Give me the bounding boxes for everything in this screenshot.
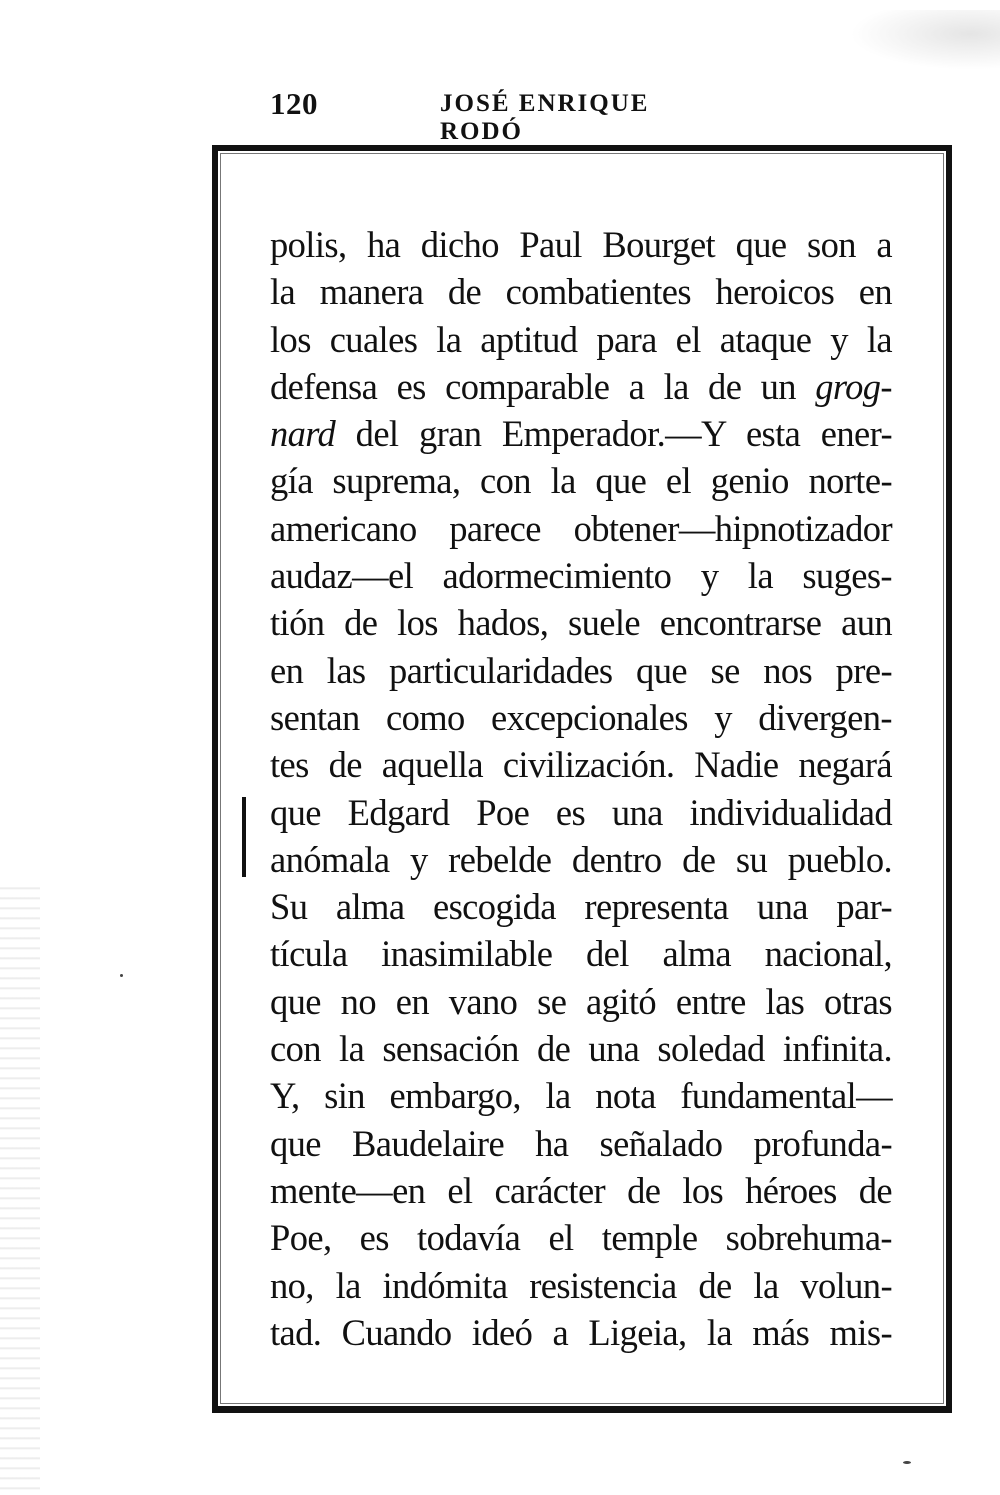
text-segment: Su alma escogida representa una par- bbox=[270, 886, 892, 928]
text-segment: que Edgard Poe es una individualidad bbox=[270, 791, 892, 833]
text-segment: en las particularidades que se nos pre- bbox=[270, 649, 892, 691]
text-line bbox=[270, 647, 892, 694]
italic-text-segment: grog- bbox=[815, 365, 892, 407]
text-segment: tad. Cuando ideó a Ligeia, la más mis- bbox=[270, 1311, 892, 1353]
text-line bbox=[270, 316, 892, 363]
text-segment: polis, ha dicho Paul Bourget que son a bbox=[270, 224, 892, 265]
text-line bbox=[270, 1262, 892, 1309]
text-segment: mente—en el carácter de los héroes de bbox=[270, 1169, 892, 1211]
running-title: JOSÉ ENRIQUE RODÓ bbox=[440, 90, 650, 145]
italic-text-segment: nard bbox=[270, 413, 336, 455]
text-line bbox=[270, 694, 892, 741]
text-segment: tes de aquella civilización. Nadie negará bbox=[270, 744, 892, 786]
text-line bbox=[270, 363, 892, 410]
text-segment: sentan como excepcionales y divergen- bbox=[270, 696, 892, 738]
text-segment: anómala y rebelde dentro de su pueblo. bbox=[270, 838, 892, 880]
text-line bbox=[270, 1167, 892, 1214]
text-segment: americano parece obtener—hipnotizador bbox=[270, 507, 892, 549]
text-line bbox=[270, 1025, 892, 1072]
text-segment: tión de los hados, suele encontrarse aun bbox=[270, 602, 892, 644]
scan-corner-noise bbox=[850, 10, 1000, 70]
text-line bbox=[270, 221, 892, 268]
text-line bbox=[270, 930, 892, 977]
text-line bbox=[270, 978, 892, 1025]
text-segment: tícula inasimilable del alma nacional, bbox=[270, 933, 892, 975]
text-segment: defensa es comparable a la de un bbox=[270, 365, 816, 407]
text-segment: los cuales la aptitud para el ataque y la bbox=[270, 318, 892, 360]
scan-edge-noise bbox=[0, 880, 40, 1495]
text-segment: del gran Emperador.—Y esta ener- bbox=[335, 413, 892, 455]
text-line bbox=[270, 789, 892, 836]
page-number: 120 bbox=[270, 86, 318, 121]
ink-speck bbox=[903, 1461, 911, 1464]
text-segment: no, la indómita resistencia de la volun- bbox=[270, 1264, 892, 1306]
text-segment: gía suprema, con la que el genio norte- bbox=[270, 460, 892, 502]
text-line bbox=[270, 268, 892, 315]
body-text bbox=[270, 221, 892, 1356]
text-line bbox=[270, 457, 892, 504]
text-segment: que Baudelaire ha señalado profunda- bbox=[270, 1122, 892, 1164]
text-segment: Poe, es todavía el temple sobrehuma- bbox=[270, 1217, 892, 1259]
text-line bbox=[270, 552, 892, 599]
text-segment: que no en vano se agitó entre las otras bbox=[270, 980, 892, 1022]
ink-speck bbox=[120, 974, 123, 977]
text-line bbox=[270, 599, 892, 646]
text-line bbox=[270, 741, 892, 788]
text-line bbox=[270, 1072, 892, 1119]
text-line bbox=[270, 1309, 892, 1356]
text-segment: con la sensación de una soledad infinita. bbox=[270, 1028, 892, 1070]
text-segment: audaz—el adormecimiento y la suges- bbox=[270, 555, 892, 597]
text-line bbox=[270, 1120, 892, 1167]
margin-mark bbox=[242, 797, 246, 877]
text-segment: Y, sin embargo, la nota fundamental— bbox=[270, 1075, 892, 1117]
page-header bbox=[270, 86, 730, 145]
text-line bbox=[270, 410, 892, 457]
text-line bbox=[270, 1214, 892, 1261]
text-line bbox=[270, 836, 892, 883]
text-line bbox=[270, 883, 892, 930]
text-segment: la manera de combatientes heroicos en bbox=[270, 271, 892, 313]
text-line bbox=[270, 505, 892, 552]
